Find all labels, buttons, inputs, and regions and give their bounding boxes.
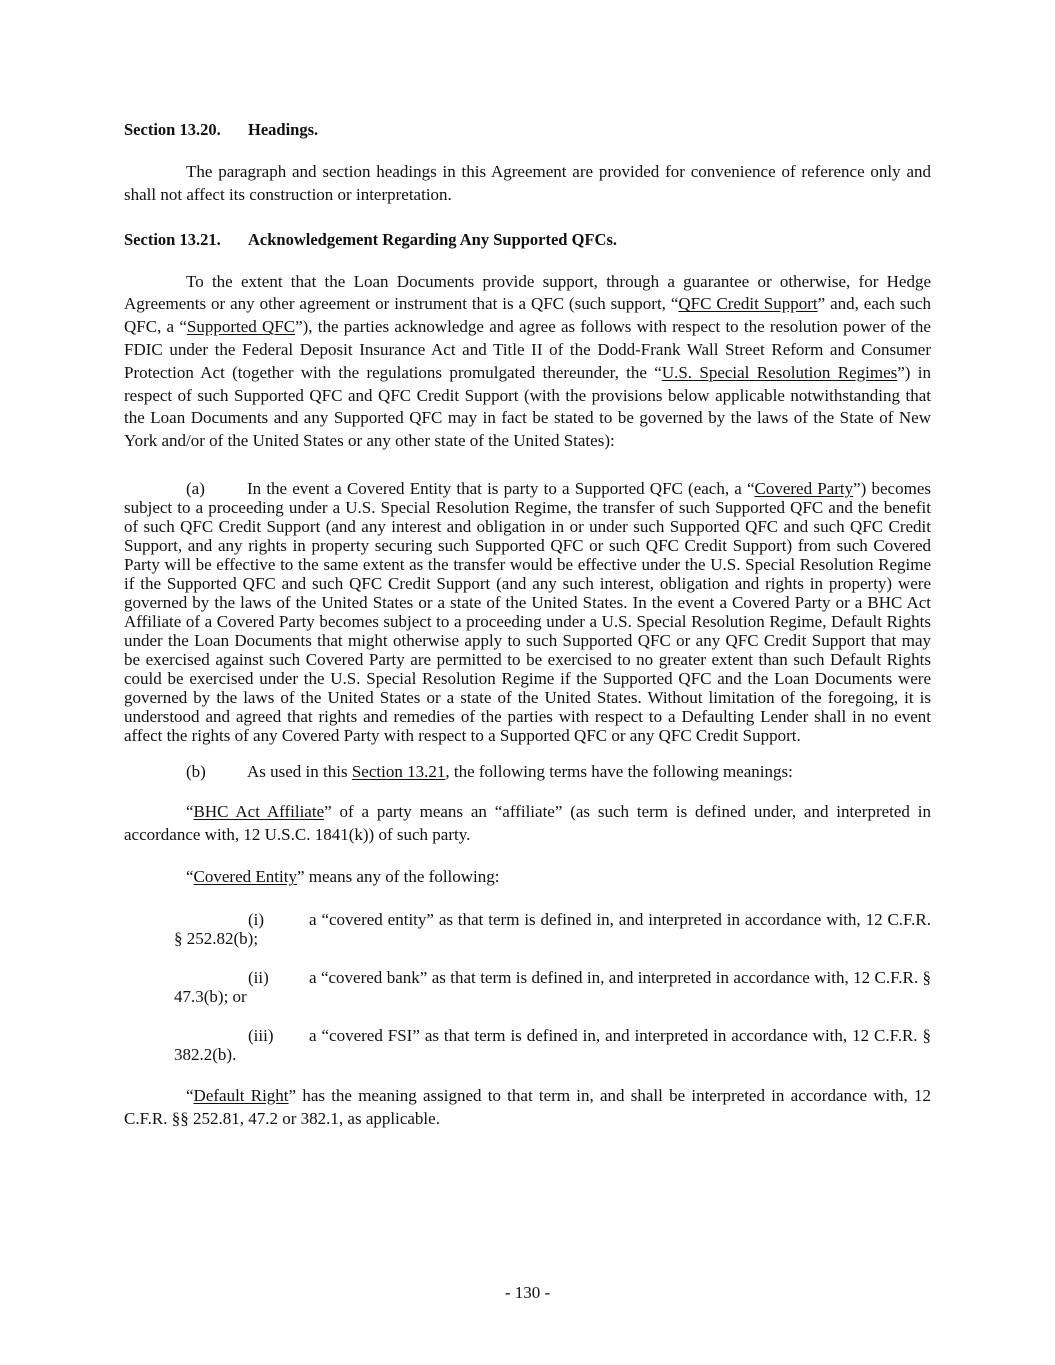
text-run: “ (186, 867, 194, 887)
section-reference: Section 13.21 (351, 761, 446, 781)
text-run: ”) becomes subject to a proceeding under a U.S. Special Resolution Regime, the transfer of such Supported QFC and the benefit of such QFC Credit Support (and any interest and obligation in or under such Supported QFC and such QFC Credit Support, and any rights in property securing such Supported QFC or such QFC Credit Support) from such Covered Party will be effective to the same extent as the transfer would be effective under the U.S. Special Resolution Regime if the Supported QFC and such QFC Credit Support (and any such interest, obligation and rights in property) were governed by the laws of the United States or a state of the United States. In the event a Covered Party or a BHC Act Affiliate of a Covered Party becomes subject to a proceeding under a U.S. Special Resolution Regime, Default Rights under the Loan Documents that might otherwise apply to such Supported QFC or any QFC Credit Support that may be exercised against such Covered Party are permitted to be exercised to no greater extent than such Default Rights could be exercised under the U.S. Special Resolution Regime if the Supported QFC and the Loan Documents were governed by the laws of the United States or a state of the United States. Without limitation of the foregoing, it is understood and agreed that rights and remedies of the parties with respect to a Defaulting Lender shall in no event affect the rights of any Covered Party with respect to a Supported QFC or any QFC Credit Support. (124, 478, 931, 745)
list-item (174, 910, 931, 948)
defined-term: Covered Entity (193, 867, 297, 887)
item-text: a “covered entity” as that term is defined in, and interpreted in accordance with, 12 C.F.R. § 252.82(b); (174, 910, 931, 949)
clause-a (124, 479, 931, 745)
item-text: a “covered bank” as that term is defined in, and interpreted in accordance with, 12 C.F.R. § 47.3(b); or (174, 968, 931, 1007)
section-title: Headings. (248, 120, 319, 139)
defined-term-covered-party: Covered Party (754, 478, 854, 498)
text-run: ” and, each such QFC, a “ (124, 294, 931, 337)
defined-term: Default Right (193, 1086, 289, 1106)
text-run: , the following terms have the following meanings: (445, 761, 793, 781)
text-run: ” of a party means an “affiliate” (as such term is defined under, and interpreted in accordance with, 12 U.S.C. 1841(k)) of such party. (124, 801, 931, 844)
text-run: In the event a Covered Entity that is party to a Supported QFC (each, a “ (247, 478, 755, 498)
document-page (124, 118, 931, 1131)
list-item (174, 1026, 931, 1064)
clause-b (124, 761, 931, 784)
text-run: “ (186, 801, 194, 821)
text-run: ”) in respect of such Supported QFC and QFC Credit Support (with the provisions below applicable notwithstanding that the Loan Documents and any Supported QFC may in fact be stated to be governed by the laws of the State of New York and/or of the United States or any other state of the United States): (124, 362, 931, 451)
text-run: ” has the meaning assigned to that term in, and shall be interpreted in accordance with, 12 C.F.R. §§ 252.81, 47.2 or 382.1, as applicable. (124, 1086, 932, 1128)
text-run: “ (186, 1086, 194, 1106)
defined-term-usr: U.S. Special Resolution Regimes (661, 362, 898, 382)
section-13-21-heading (124, 228, 931, 251)
list-item (174, 968, 931, 1006)
item-text: a “covered FSI” as that term is defined in, and interpreted in accordance with, 12 C.F.R. § 382.2(b). (174, 1026, 931, 1065)
text-run: ” means any of the following: (296, 867, 500, 887)
defined-term-qfc-credit-support: QFC Credit Support (678, 294, 818, 314)
defined-term: BHC Act Affiliate (193, 801, 325, 821)
definition-default-right (124, 1085, 931, 1131)
text-run: To the extent that the Loan Documents provide support, through a guarantee or otherwise, for Hedge Agreements or any other agreement or instrument that is a QFC (such support, “ (124, 271, 931, 314)
page-number: - 130 - (504, 1283, 551, 1302)
text-run: ”), the parties acknowledge and agree as follows with respect to the resolution power of the FDIC under the Federal Deposit Insurance Act and Title II of the Dodd-Frank Wall Street Reform and Consumer Protection Act (together with the regulations promulgated thereunder, the “ (124, 317, 931, 382)
text-run: As used in this (247, 761, 352, 781)
section-13-21-intro (124, 271, 931, 453)
clause-label: (a) (186, 478, 205, 498)
definition-covered-entity (124, 866, 931, 889)
item-label: (ii) (248, 968, 269, 988)
definition-bhc-act-affiliate (124, 801, 931, 847)
section-title: Acknowledgement Regarding Any Supported QFCs. (248, 229, 617, 249)
section-number: Section 13.21. (124, 229, 221, 249)
item-label: (i) (248, 910, 265, 930)
section-13-20-body: The paragraph and section headings in this Agreement are provided for convenience of reference only and shall not affect its construction or interpretation. (124, 162, 931, 204)
clause-label: (b) (186, 761, 206, 781)
defined-term-supported-qfc: Supported QFC (186, 317, 296, 337)
item-label: (iii) (248, 1026, 274, 1046)
section-number: Section 13.20. (124, 120, 221, 139)
section-13-20-heading (124, 118, 931, 141)
